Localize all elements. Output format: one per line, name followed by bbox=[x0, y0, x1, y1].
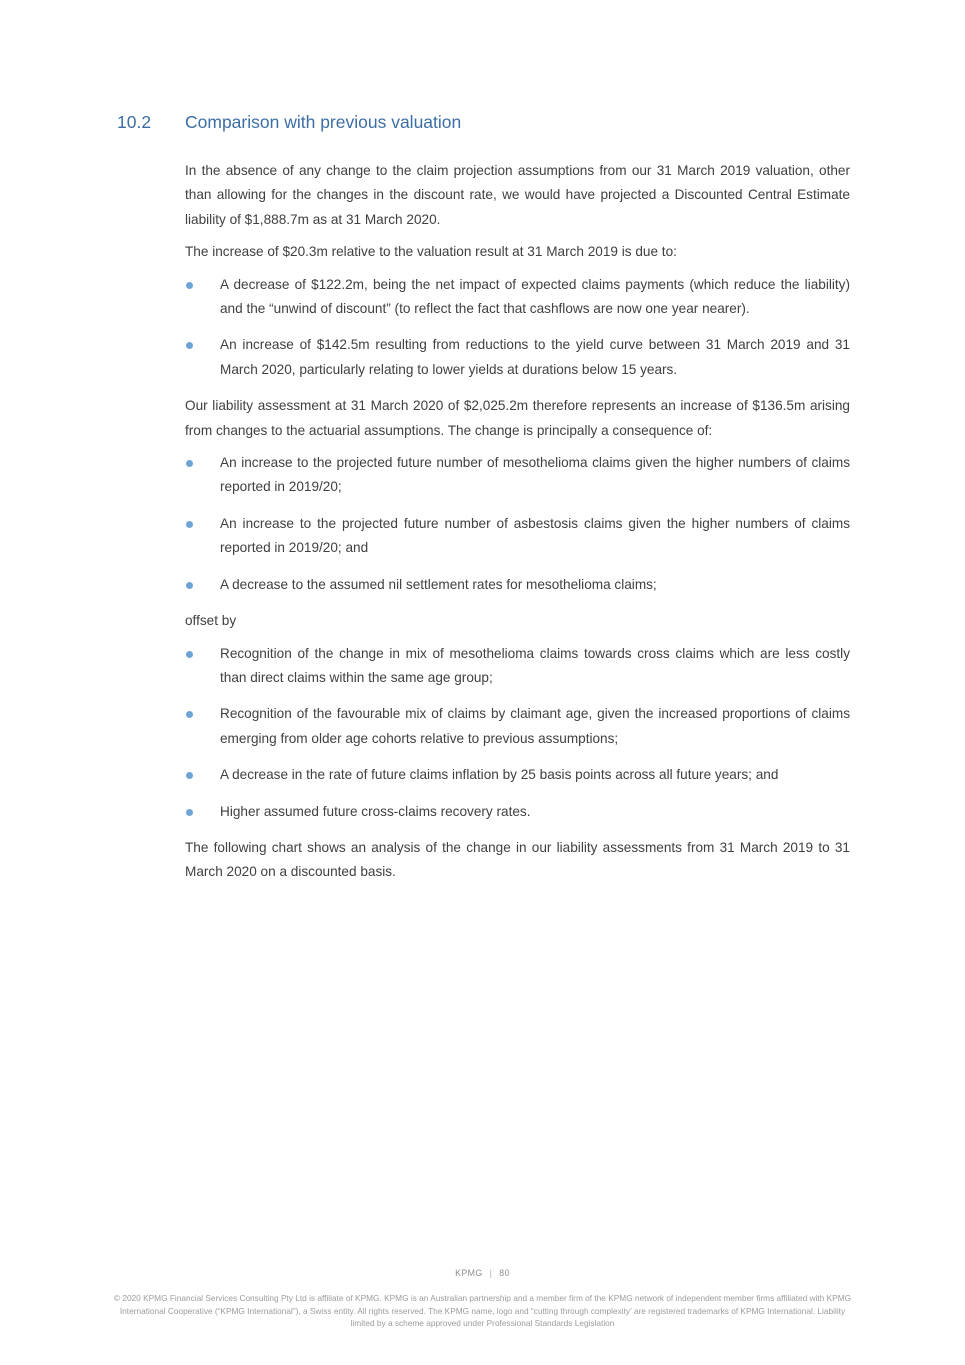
bullet-text: Recognition of the favourable mix of claims by claimant age, given the increased proportions of claims emerging from older age cohorts relative to previous assumptions; bbox=[220, 706, 850, 746]
assumption-bullet-list bbox=[185, 451, 850, 597]
section-title: Comparison with previous valuation bbox=[185, 112, 462, 132]
bullet-icon bbox=[186, 582, 193, 589]
bullet-text: Higher assumed future cross-claims recovery rates. bbox=[220, 803, 531, 819]
bullet-text: An increase to the projected future number of mesothelioma claims given the higher numbers of claims reported in 2019/20; bbox=[220, 455, 850, 495]
bullet-text: A decrease in the rate of future claims inflation by 25 basis points across all future years; and bbox=[220, 767, 779, 783]
footer-page-number: 80 bbox=[499, 1268, 510, 1278]
intro-paragraph: In the absence of any change to the claim projection assumptions from our 31 March 2019 valuation, other than allowing for the changes in the discount rate, we would have projected a Discounted Central Estimate liability of $1,888.7m as at 31 March 2020. bbox=[185, 163, 850, 227]
bullet-icon bbox=[186, 711, 193, 718]
bullet-item bbox=[185, 702, 850, 751]
increase-bullet-list bbox=[185, 273, 850, 383]
bullet-icon bbox=[186, 772, 193, 779]
bullet-item bbox=[185, 512, 850, 561]
bullet-icon bbox=[186, 342, 193, 349]
section-heading bbox=[117, 112, 850, 133]
section-number: 10.2 bbox=[117, 112, 152, 132]
page-footer bbox=[0, 1268, 965, 1278]
bullet-item bbox=[185, 451, 850, 500]
closing-paragraph: The following chart shows an analysis of the change in our liability assessments from 31 March 2019 to 31 March 2020 on a discounted basis. bbox=[185, 839, 850, 880]
footer-legal-text: © 2020 KPMG Financial Services Consulting Pty Ltd is affiliate of KPMG. KPMG is an Australian partnership and a member firm of the KPMG network of independent member firms affiliated with KPMG International Cooperative (“KPMG International”), a Swiss entity. All rights reserved. The KPMG name, logo and “cutting through complexity’ are registered trademarks of KPMG International. Liability limited by a scheme approved under Professional Standards Legislation bbox=[113, 1293, 852, 1328]
footer-brand: KPMG bbox=[455, 1268, 483, 1278]
increase-intro-paragraph: The increase of $20.3m relative to the valuation result at 31 March 2019 is due to: bbox=[185, 244, 677, 260]
bullet-text: A decrease to the assumed nil settlement rates for mesothelioma claims; bbox=[220, 576, 657, 592]
bullet-icon bbox=[186, 809, 193, 816]
bullet-icon bbox=[186, 460, 193, 467]
bullet-text: A decrease of $122.2m, being the net impact of expected claims payments (which reduce the liability) and the “unwind of discount” (to reflect the fact that cashflows are now one year nearer). bbox=[220, 276, 850, 317]
bullet-item bbox=[185, 800, 850, 824]
bullet-text: An increase of $142.5m resulting from reductions to the yield curve between 31 March 2019 and 31 March 2020, particularly relating to lower yields at durations below 15 years. bbox=[220, 337, 850, 377]
footer-separator: | bbox=[489, 1268, 493, 1278]
bullet-item bbox=[185, 642, 850, 691]
footer-legal bbox=[0, 1292, 965, 1330]
bullet-item bbox=[185, 333, 850, 382]
bullet-text: Recognition of the change in mix of mesothelioma claims towards cross claims which are less costly than direct claims within the same age group; bbox=[220, 645, 850, 685]
bullet-icon bbox=[186, 651, 193, 658]
bullet-item bbox=[185, 573, 850, 597]
liability-paragraph: Our liability assessment at 31 March 2020 of $2,025.2m therefore represents an increase of $136.5m arising from changes to the actuarial assumptions. The change is principally a consequence of: bbox=[185, 398, 850, 438]
bullet-item bbox=[185, 763, 850, 787]
bullet-icon bbox=[186, 282, 193, 289]
offset-bullet-list bbox=[185, 642, 850, 824]
offset-label: offset by bbox=[185, 613, 237, 629]
bullet-icon bbox=[186, 521, 193, 528]
bullet-item bbox=[185, 273, 850, 322]
bullet-text: An increase to the projected future number of asbestosis claims given the higher numbers of claims reported in 2019/20; and bbox=[220, 515, 850, 556]
body-text-block bbox=[185, 159, 850, 885]
document-content bbox=[117, 112, 850, 893]
